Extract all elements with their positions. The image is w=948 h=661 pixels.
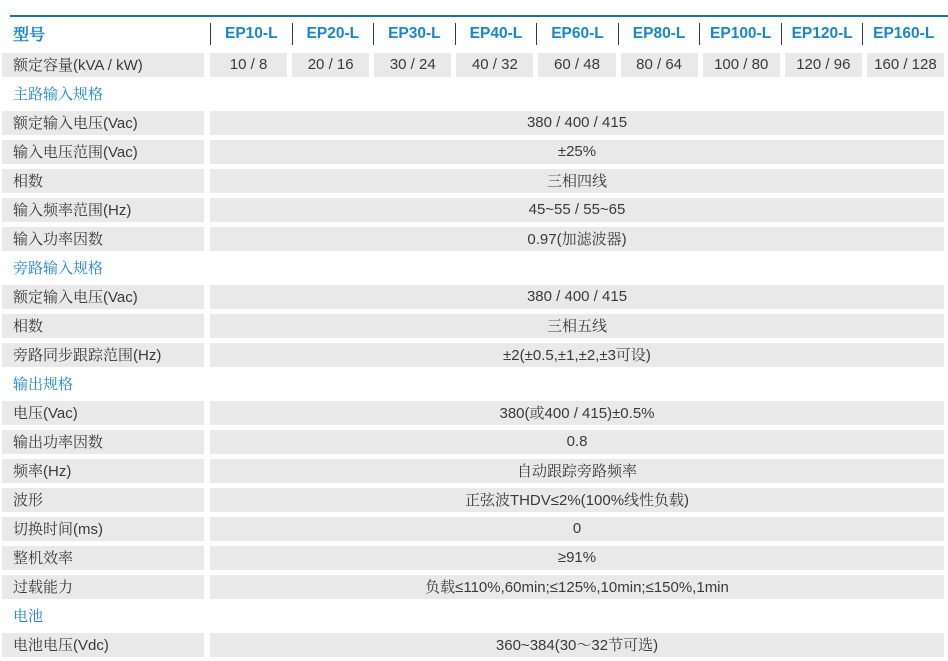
capacity-value-cell: 60 / 48 [538,53,615,77]
spec-row-label: 电池电压(Vdc) [2,633,204,657]
spec-row-label: 额定输入电压(Vac) [2,285,204,309]
spec-row [0,282,948,311]
model-column-header: EP10-L [210,23,292,45]
spec-row [0,543,948,572]
spec-row-label: 输入频率范围(Hz) [2,198,204,222]
spec-row [0,485,948,514]
spec-row-label: 旁路同步跟踪范围(Hz) [2,343,204,367]
model-column-header: EP20-L [292,23,374,45]
section-title: 旁路输入规格 [13,260,104,277]
model-column-header: EP100-L [699,23,781,45]
spec-row-label: 输入电压范围(Vac) [2,140,204,164]
spec-row [0,137,948,166]
spec-row-value: 380 / 400 / 415 [210,285,944,309]
model-column-header: EP40-L [455,23,537,45]
spec-row-value: 三相四线 [210,169,944,193]
section-title: 输出规格 [13,376,74,393]
spec-row-label: 输入功率因数 [2,227,204,251]
spec-row-value: 0.8 [210,430,944,454]
section-title-slot [0,253,948,282]
spec-row-label: 切换时间(ms) [2,517,204,541]
spec-row-label: 整机效率 [2,546,204,570]
spec-row [0,166,948,195]
capacity-row-values [210,53,944,77]
capacity-value-cell: 20 / 16 [292,53,369,77]
model-column-header: EP80-L [618,23,700,45]
section-title: 主路输入规格 [13,86,104,103]
spec-table [0,17,948,661]
spec-row-value: 0.97(加滤波器) [210,227,944,251]
spec-row-label: 过载能力 [2,575,204,599]
model-header-row [0,17,948,50]
model-header-label: 型号 [13,27,46,44]
spec-row-value: 正弦波THDV≤2%(100%线性负载) [210,488,944,512]
capacity-value-cell: 160 / 128 [867,53,944,77]
spec-row-value: 380 / 400 / 415 [210,111,944,135]
model-column-header: EP120-L [781,23,863,45]
capacity-row [0,50,948,79]
section-title-slot [0,369,948,398]
spec-row [0,572,948,601]
capacity-value-cell: 10 / 8 [210,53,287,77]
spec-row-label: 频率(Hz) [2,459,204,483]
spec-row [0,108,948,137]
spec-row-value: ±25% [210,140,944,164]
section-title: 电池 [13,608,44,625]
spec-row-label: 额定输入电压(Vac) [2,111,204,135]
capacity-value-cell: 40 / 32 [456,53,533,77]
capacity-value-cell: 80 / 64 [621,53,698,77]
section-title-slot [0,601,948,630]
spec-row [0,224,948,253]
capacity-value-cell: 100 / 80 [703,53,780,77]
spec-row-value: 0 [210,517,944,541]
capacity-value-cell: 120 / 96 [785,53,862,77]
spec-row-value: 自动跟踪旁路频率 [210,459,944,483]
spec-row-value: 三相五线 [210,314,944,338]
spec-row [0,311,948,340]
capacity-value-cell: 30 / 24 [374,53,451,77]
spec-row-label: 相数 [2,169,204,193]
spec-row [0,456,948,485]
section-title-slot [0,79,948,108]
spec-row-label: 输出功率因数 [2,430,204,454]
spec-row [0,195,948,224]
spec-row-label: 相数 [2,314,204,338]
model-header-columns [210,23,944,45]
spec-row-label: 电压(Vac) [2,401,204,425]
capacity-row-label: 额定容量(kVA / kW) [2,53,204,77]
model-column-header: EP60-L [536,23,618,45]
spec-row-label: 波形 [2,488,204,512]
spec-row-value: 45~55 / 55~65 [210,198,944,222]
spec-row-value: 360~384(30～32节可选) [210,633,944,657]
spec-row-value: 380(或400 / 415)±0.5% [210,401,944,425]
spec-row [0,398,948,427]
spec-row [0,630,948,659]
model-column-header: EP160-L [862,23,944,45]
spec-table-body [0,79,948,661]
model-column-header: EP30-L [373,23,455,45]
spec-row-value: ≥91% [210,546,944,570]
spec-row-value: 负载≤110%,60min;≤125%,10min;≤150%,1min [210,575,944,599]
spec-row [0,340,948,369]
spec-row-value: ±2(±0.5,±1,±2,±3可设) [210,343,944,367]
spec-row [0,427,948,456]
spec-row [0,514,948,543]
